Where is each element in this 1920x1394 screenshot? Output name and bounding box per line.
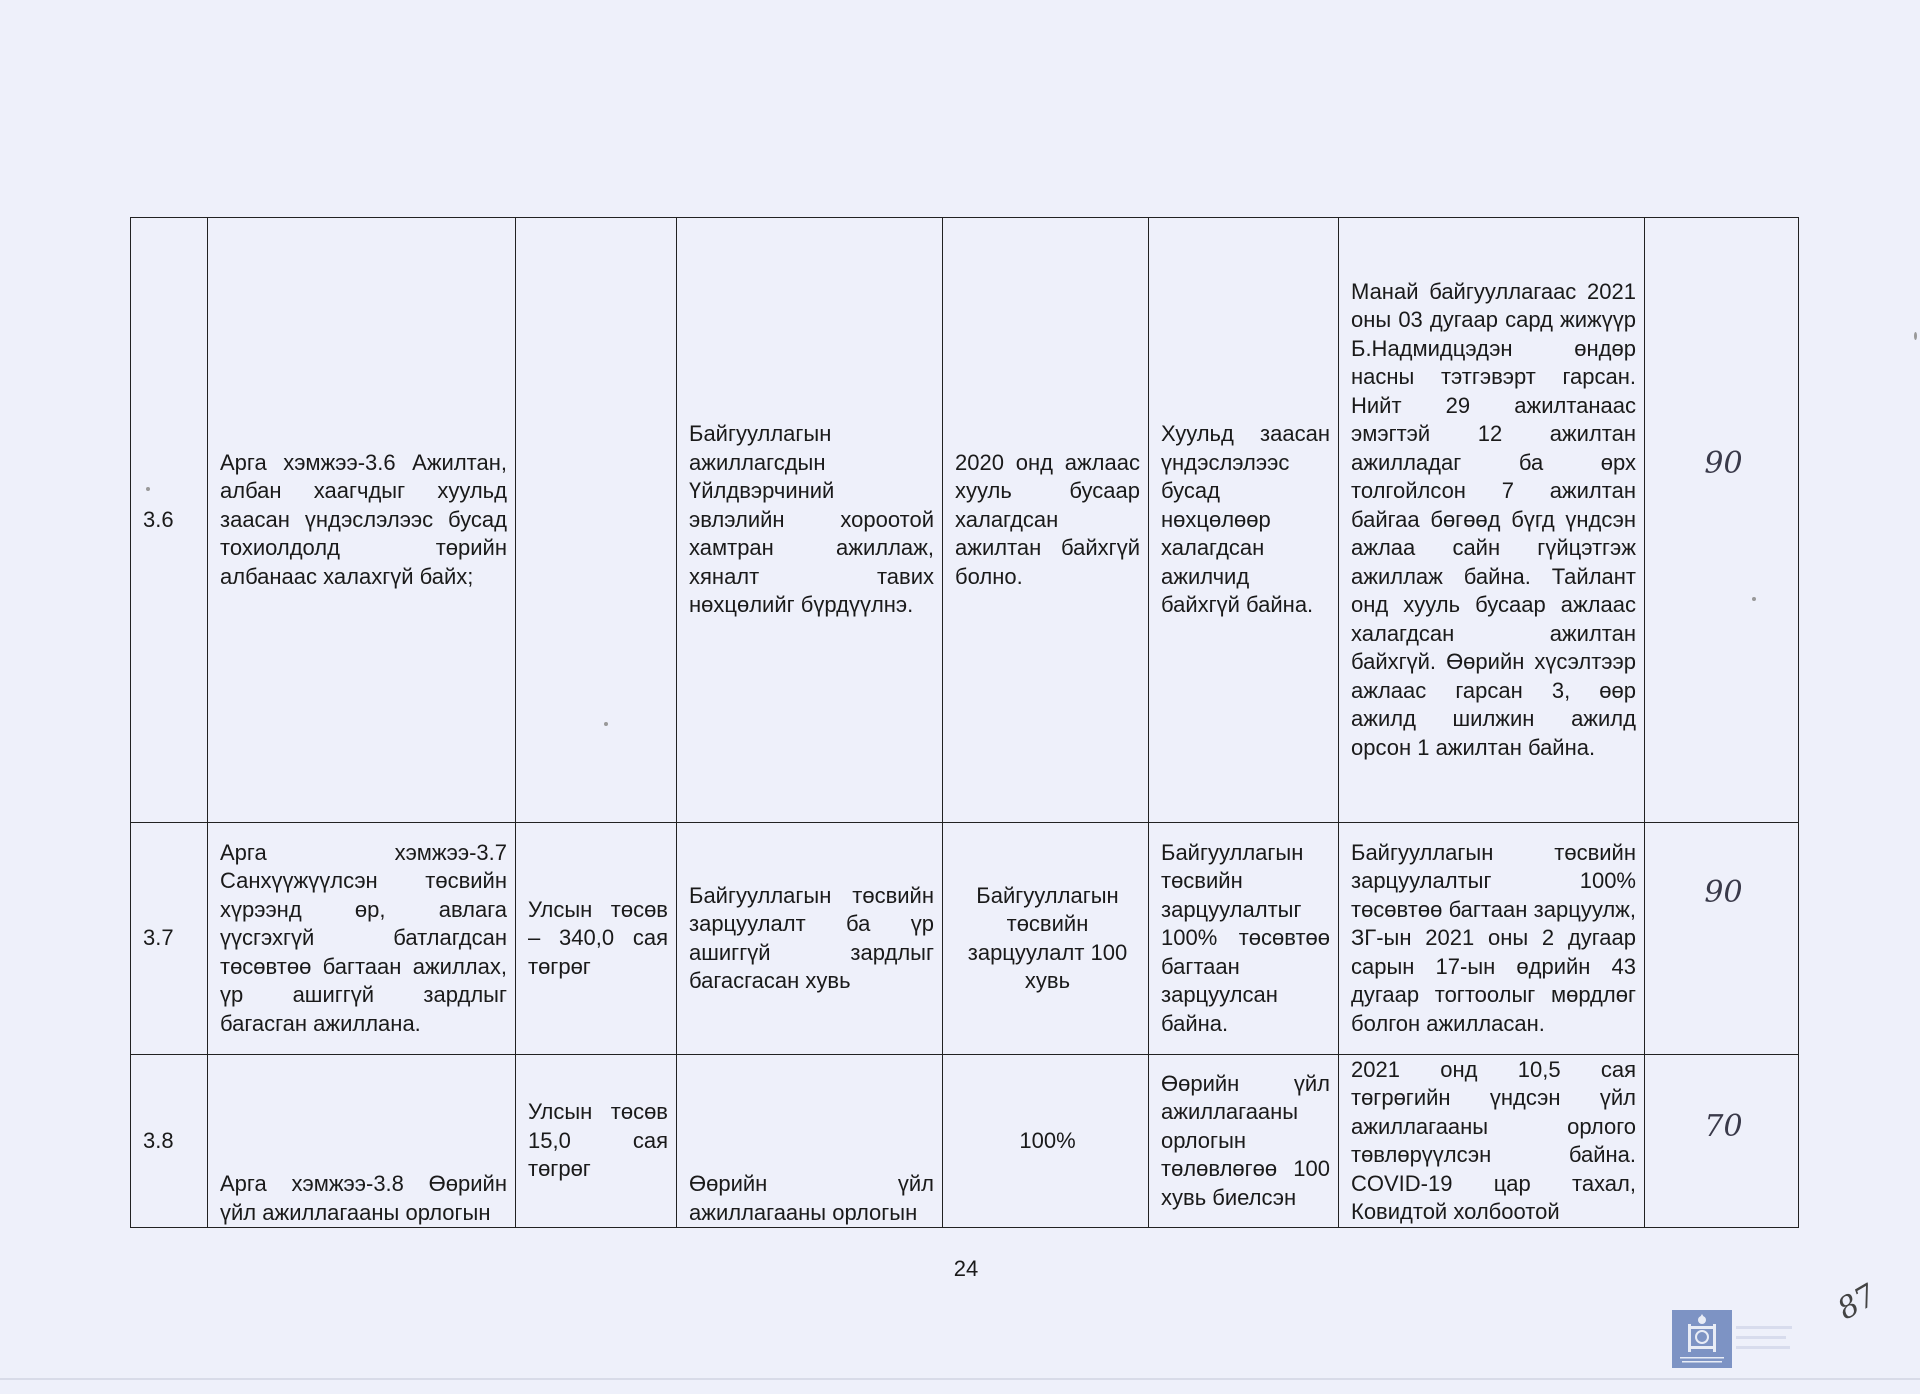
measure-cell: Арга хэмжээ-3.6 Ажилтан, албан хаагчдыг хуульд заасан үндэслэлээс бусад тохиолдолд төрийн албанаас халахгүй байх; <box>208 218 516 823</box>
result-short-cell: Байгууллагын төсвийн зарцуулалтыг 100% төсөвтөө багтаан зарцуулсан байна. <box>1149 823 1339 1055</box>
handwritten-page-note: 87 <box>1831 1277 1883 1328</box>
result-detail-cell: 2021 онд 10,5 сая төгрөгийн үндсэн үйл ажиллагааны орлого төвлөрүүлсэн байна. COVID-19 цар тахал, Ковидтой холбоотой <box>1339 1055 1645 1228</box>
scan-speck <box>1914 332 1917 340</box>
row-number: 3.8 <box>131 1055 208 1228</box>
scan-speck <box>1752 597 1756 601</box>
indicator-cell: Өөрийн үйл ажиллагааны орлогын <box>677 1055 943 1228</box>
budget-cell: Улсын төсөв 15,0 сая төгрөг <box>516 1055 677 1228</box>
measure-cell: Арга хэмжээ-3.7 Санхүүжүүлсэн төсвийн хүрээнд өр, авлага үүсгэхгүй батлагдсан төсөвтөө багтаан ажиллах, үр ашиггүй зардлыг багасган ажиллана. <box>208 823 516 1055</box>
seal-text-watermark <box>1736 1320 1796 1360</box>
indicator-cell: Байгууллагын ажиллагсдын Үйлдвэрчиний эвлэлийн хороотой хамтран ажиллаж, хяналт тавих нөхцөлийг бүрдүүлнэ. <box>677 218 943 823</box>
scan-speck <box>604 722 608 726</box>
score-cell <box>1645 823 1799 1055</box>
report-table <box>130 217 1799 1228</box>
budget-cell: Улсын төсөв – 340,0 сая төгрөг <box>516 823 677 1055</box>
scan-speck <box>146 487 150 491</box>
result-detail-cell: Манай байгууллагаас 2021 оны 03 дугаар сард жижүүр Б.Надмидцэдэн өндөр насны тэтгэвэрт гарсан. Нийт 29 ажилтанаас эмэгтэй 12 ажилтан ажилладаг ба өрх толгойлсон 7 ажилтан байгаа бөгөөд бүгд үндсэн ажлаа сайн гүйцэтгэж ажиллаж байна. Тайлант онд хууль бусаар ажлаас халагдсан ажилтан байхгүй. Өөрийн хүсэлтээр ажлаас гарсан 3, өөр ажилд шилжин ажилд орсон 1 ажилтан байна. <box>1339 218 1645 823</box>
handwritten-score: 70 <box>1704 1108 1743 1144</box>
result-short-cell: Өөрийн үйл ажиллагааны орлогын төлөвлөгөө 100 хувь биелсэн <box>1149 1055 1339 1228</box>
score-cell <box>1645 1055 1799 1228</box>
score-cell <box>1645 218 1799 823</box>
table-row <box>131 823 1799 1055</box>
table-row <box>131 218 1799 823</box>
page-number: 24 <box>953 1256 979 1281</box>
result-detail-cell: Байгууллагын төсвийн зарцуулалтыг 100% төсөвтөө багтаан зарцуулж, ЗГ-ын 2021 оны 2 дугаар сарын 17-ын өдрийн 43 дугаар тогтоолыг мөрдлөг болгон ажилласан. <box>1339 823 1645 1055</box>
handwritten-score: 90 <box>1704 874 1743 910</box>
target-cell: 100% <box>943 1055 1149 1228</box>
government-seal-logo <box>1672 1310 1732 1368</box>
result-short-cell: Хуульд заасан үндэслэлээс бусад нөхцөлөөр халагдсан ажилчид байхгүй байна. <box>1149 218 1339 823</box>
target-cell: 2020 онд ажлаас хууль бусаар халагдсан ажилтан байхгүй болно. <box>943 218 1149 823</box>
row-number: 3.7 <box>131 823 208 1055</box>
budget-cell <box>516 218 677 823</box>
soyombo-emblem-icon <box>1672 1310 1732 1368</box>
measure-cell: Арга хэмжээ-3.8 Өөрийн үйл ажиллагааны орлогын <box>208 1055 516 1228</box>
row-number: 3.6 <box>131 218 208 823</box>
table-row <box>131 1055 1799 1228</box>
target-cell: Байгууллагын төсвийн зарцуулалт 100 хувь <box>943 823 1149 1055</box>
indicator-cell: Байгууллагын төсвийн зарцуулалт ба үр ашиггүй зардлыг багасгасан хувь <box>677 823 943 1055</box>
handwritten-score: 90 <box>1704 446 1743 481</box>
